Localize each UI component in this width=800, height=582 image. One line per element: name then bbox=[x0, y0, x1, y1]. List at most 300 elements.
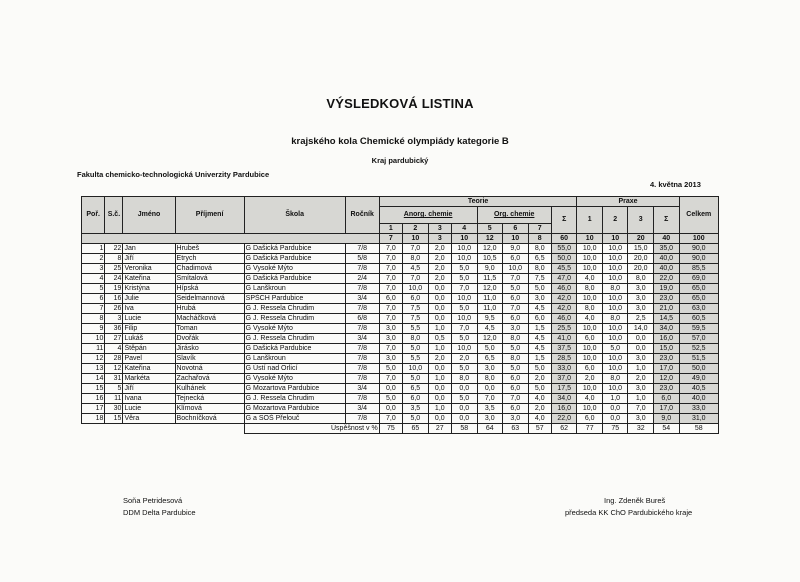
table-cell: 7,0 bbox=[379, 344, 402, 354]
table-cell: 0,0 bbox=[628, 334, 654, 344]
table-cell: 23,0 bbox=[653, 294, 679, 304]
results-table bbox=[81, 196, 719, 434]
table-cell: 27 bbox=[105, 334, 123, 344]
table-cell: 50,0 bbox=[551, 254, 577, 264]
table-cell: 8,0 bbox=[628, 274, 654, 284]
table-cell: 42,0 bbox=[551, 304, 577, 314]
table-cell: 6,5 bbox=[403, 384, 429, 394]
success-cell: 54 bbox=[653, 424, 679, 434]
col-header-por: Poř. bbox=[82, 197, 105, 234]
table-cell: 8,0 bbox=[451, 374, 477, 384]
table-cell: Kristýna bbox=[123, 284, 175, 294]
table-cell: 10,0 bbox=[602, 254, 628, 264]
table-cell: 22,0 bbox=[551, 414, 577, 424]
table-cell: 15,0 bbox=[653, 344, 679, 354]
table-cell: 65,0 bbox=[679, 284, 718, 294]
table-cell: 2,0 bbox=[628, 374, 654, 384]
table-cell: 5,0 bbox=[379, 364, 402, 374]
success-row bbox=[82, 424, 719, 434]
col-header-praxe-sum: Σ bbox=[653, 207, 679, 234]
table-row bbox=[82, 324, 719, 334]
table-cell: 6,0 bbox=[577, 364, 603, 374]
table-cell: Jiří bbox=[123, 254, 175, 264]
table-cell: 6,5 bbox=[528, 254, 551, 264]
table-cell: 10,0 bbox=[602, 384, 628, 394]
table-cell: 3,0 bbox=[628, 294, 654, 304]
table-cell: 3 bbox=[105, 314, 123, 324]
table-cell: G Dašická Pardubice bbox=[244, 244, 345, 254]
table-cell: 11,0 bbox=[477, 304, 503, 314]
table-cell: 7,0 bbox=[451, 284, 477, 294]
table-row bbox=[82, 354, 719, 364]
table-cell: 7,0 bbox=[379, 284, 402, 294]
table-cell: 0,0 bbox=[428, 294, 451, 304]
table-cell: 2,0 bbox=[428, 264, 451, 274]
table-cell: 19 bbox=[105, 284, 123, 294]
table-row bbox=[82, 344, 719, 354]
theory-task-number: 2 bbox=[403, 224, 429, 234]
table-cell: 1,0 bbox=[428, 374, 451, 384]
table-row bbox=[82, 274, 719, 284]
table-cell: Seidelmannová bbox=[175, 294, 244, 304]
table-cell: 3,0 bbox=[628, 384, 654, 394]
table-cell: 23,0 bbox=[653, 384, 679, 394]
table-cell: 1,0 bbox=[428, 404, 451, 414]
table-cell: 90,0 bbox=[679, 244, 718, 254]
success-row-blank bbox=[82, 424, 245, 434]
table-cell: SPŠCH Pardubice bbox=[244, 294, 345, 304]
table-cell: 6,0 bbox=[403, 394, 429, 404]
table-cell: 42,0 bbox=[551, 294, 577, 304]
table-cell: 20,0 bbox=[628, 254, 654, 264]
max-points-cell: 10 bbox=[403, 234, 429, 244]
table-cell: 40,5 bbox=[679, 384, 718, 394]
success-cell: 75 bbox=[602, 424, 628, 434]
table-cell: 63,0 bbox=[679, 304, 718, 314]
table-cell: 7/8 bbox=[345, 244, 379, 254]
table-cell: 31 bbox=[105, 374, 123, 384]
table-row bbox=[82, 374, 719, 384]
table-cell: 25,5 bbox=[551, 324, 577, 334]
table-cell: 2,0 bbox=[451, 354, 477, 364]
table-cell: 24 bbox=[105, 274, 123, 284]
col-header-skola: Škola bbox=[244, 197, 345, 234]
table-cell: 10,0 bbox=[577, 324, 603, 334]
table-cell: 1,0 bbox=[628, 364, 654, 374]
col-header-celkem: Celkem bbox=[679, 197, 718, 234]
table-cell: G Lanškroun bbox=[244, 284, 345, 294]
table-cell: 14 bbox=[82, 374, 105, 384]
table-cell: Kateřina bbox=[123, 274, 175, 284]
table-cell: 10,0 bbox=[577, 294, 603, 304]
table-cell: Hípská bbox=[175, 284, 244, 294]
col-header-teorie: Teorie bbox=[379, 197, 577, 207]
table-cell: 8,0 bbox=[528, 244, 551, 254]
table-cell: 40,0 bbox=[653, 254, 679, 264]
table-cell: 5,0 bbox=[403, 344, 429, 354]
table-cell: Slavík bbox=[175, 354, 244, 364]
success-cell: 58 bbox=[451, 424, 477, 434]
table-cell: Julie bbox=[123, 294, 175, 304]
table-cell: 4,5 bbox=[477, 324, 503, 334]
max-points-cell: 20 bbox=[628, 234, 654, 244]
max-points-cell: 10 bbox=[503, 234, 529, 244]
max-points-cell: 8 bbox=[528, 234, 551, 244]
success-cell: 65 bbox=[403, 424, 429, 434]
table-cell: 3,0 bbox=[503, 414, 529, 424]
table-cell: 51,5 bbox=[679, 354, 718, 364]
table-cell: Kateřina bbox=[123, 364, 175, 374]
table-cell: 12 bbox=[105, 364, 123, 374]
table-cell: 46,0 bbox=[551, 314, 577, 324]
table-cell: 3 bbox=[82, 264, 105, 274]
table-cell: 7/8 bbox=[345, 354, 379, 364]
table-cell: 7/8 bbox=[345, 264, 379, 274]
table-cell: 41,0 bbox=[551, 334, 577, 344]
table-cell: 3/4 bbox=[345, 334, 379, 344]
table-row bbox=[82, 244, 719, 254]
table-cell: 3,0 bbox=[628, 304, 654, 314]
table-cell: 8,0 bbox=[577, 284, 603, 294]
table-cell: 6,5 bbox=[477, 354, 503, 364]
table-cell: 10,0 bbox=[577, 244, 603, 254]
table-cell: Veronika bbox=[123, 264, 175, 274]
table-cell: 10,0 bbox=[602, 304, 628, 314]
theory-task-number: 5 bbox=[477, 224, 503, 234]
table-cell: 3,0 bbox=[628, 414, 654, 424]
table-cell: 8 bbox=[82, 314, 105, 324]
table-cell: 5 bbox=[82, 284, 105, 294]
table-cell: 6,0 bbox=[653, 394, 679, 404]
max-row-spacer bbox=[82, 234, 380, 244]
table-cell: G Dašická Pardubice bbox=[244, 344, 345, 354]
table-cell: G Mozartova Pardubice bbox=[244, 384, 345, 394]
table-cell: 5,0 bbox=[451, 394, 477, 404]
table-cell: 21,0 bbox=[653, 304, 679, 314]
table-cell: 30 bbox=[105, 404, 123, 414]
table-cell: G Vysoké Mýto bbox=[244, 264, 345, 274]
table-cell: 6,0 bbox=[503, 374, 529, 384]
table-cell: 3,0 bbox=[477, 414, 503, 424]
table-cell: 26 bbox=[105, 304, 123, 314]
table-cell: 9,0 bbox=[653, 414, 679, 424]
table-cell: 10,0 bbox=[577, 404, 603, 414]
table-cell: G Vysoké Mýto bbox=[244, 374, 345, 384]
table-cell: 10,0 bbox=[602, 244, 628, 254]
table-cell: 0,0 bbox=[602, 404, 628, 414]
table-cell: 10,0 bbox=[451, 254, 477, 264]
table-cell: 49,0 bbox=[679, 374, 718, 384]
success-cell: 77 bbox=[577, 424, 603, 434]
table-cell: 3,0 bbox=[528, 294, 551, 304]
table-cell: 7,0 bbox=[379, 254, 402, 264]
table-cell: 2,0 bbox=[528, 404, 551, 414]
table-cell: 3,0 bbox=[477, 364, 503, 374]
table-cell: 5,0 bbox=[602, 344, 628, 354]
table-cell: G J. Ressela Chrudim bbox=[244, 304, 345, 314]
table-cell: 45,5 bbox=[551, 264, 577, 274]
table-cell: 2,0 bbox=[528, 374, 551, 384]
table-cell: 2,5 bbox=[628, 314, 654, 324]
table-row bbox=[82, 264, 719, 274]
table-cell: 5,0 bbox=[451, 364, 477, 374]
table-cell: Novotná bbox=[175, 364, 244, 374]
praxe-task-number: 1 bbox=[577, 207, 603, 234]
table-cell: 3/4 bbox=[345, 404, 379, 414]
table-cell: 50,0 bbox=[679, 364, 718, 374]
table-cell: 4,5 bbox=[528, 334, 551, 344]
table-cell: G J. Ressela Chrudim bbox=[244, 314, 345, 324]
table-cell: 10,5 bbox=[477, 254, 503, 264]
table-cell: 3,0 bbox=[503, 324, 529, 334]
theory-task-number: 3 bbox=[428, 224, 451, 234]
table-cell: 7,0 bbox=[379, 314, 402, 324]
table-cell: 7,0 bbox=[477, 394, 503, 404]
table-cell: 10,0 bbox=[602, 324, 628, 334]
table-cell: 6,0 bbox=[503, 254, 529, 264]
table-cell: 0,0 bbox=[379, 384, 402, 394]
table-cell: 5/8 bbox=[345, 254, 379, 264]
col-header-org: Org. chemie bbox=[477, 207, 551, 224]
table-cell: 2,0 bbox=[428, 354, 451, 364]
table-cell: 36 bbox=[105, 324, 123, 334]
table-cell: 7,0 bbox=[503, 274, 529, 284]
table-cell: 7,0 bbox=[379, 414, 402, 424]
table-cell: 0,0 bbox=[428, 414, 451, 424]
date-label: 4. května 2013 bbox=[650, 180, 701, 189]
table-cell: 0,0 bbox=[451, 404, 477, 414]
table-cell: 3,0 bbox=[628, 354, 654, 364]
table-cell: Dvořák bbox=[175, 334, 244, 344]
table-cell: 5,5 bbox=[403, 324, 429, 334]
table-cell: Hrubá bbox=[175, 304, 244, 314]
table-cell: 5,0 bbox=[451, 304, 477, 314]
table-cell: 10,0 bbox=[577, 384, 603, 394]
table-cell: 19,0 bbox=[653, 284, 679, 294]
region-label: Kraj pardubický bbox=[371, 156, 429, 165]
max-points-cell: 7 bbox=[379, 234, 402, 244]
max-points-cell: 12 bbox=[477, 234, 503, 244]
table-cell: G Ústí nad Orlicí bbox=[244, 364, 345, 374]
table-cell: 0,0 bbox=[602, 414, 628, 424]
table-cell: 40,0 bbox=[679, 394, 718, 404]
table-cell: 5,0 bbox=[379, 394, 402, 404]
table-cell: 5,5 bbox=[403, 354, 429, 364]
max-points-cell: 60 bbox=[551, 234, 577, 244]
table-cell: 5,0 bbox=[451, 264, 477, 274]
table-cell: 3,0 bbox=[628, 284, 654, 294]
table-cell: Lukáš bbox=[123, 334, 175, 344]
table-cell: 6,0 bbox=[528, 314, 551, 324]
table-cell: G Dašická Pardubice bbox=[244, 254, 345, 264]
table-cell: 7/8 bbox=[345, 304, 379, 314]
table-cell: 10,0 bbox=[577, 264, 603, 274]
table-cell: Jirásko bbox=[175, 344, 244, 354]
table-cell: 10,0 bbox=[602, 354, 628, 364]
table-cell: 7/8 bbox=[345, 364, 379, 374]
table-cell: 0,0 bbox=[428, 304, 451, 314]
table-cell: Lucie bbox=[123, 314, 175, 324]
table-cell: 10,0 bbox=[451, 294, 477, 304]
table-cell: 7/8 bbox=[345, 284, 379, 294]
table-cell: 4,5 bbox=[403, 264, 429, 274]
table-cell: 0,0 bbox=[451, 414, 477, 424]
table-cell: G Mozartova Pardubice bbox=[244, 404, 345, 414]
table-cell: 4,0 bbox=[577, 274, 603, 284]
table-cell: Markéta bbox=[123, 374, 175, 384]
table-cell: 90,0 bbox=[679, 254, 718, 264]
table-cell: 12,0 bbox=[477, 244, 503, 254]
table-cell: 4 bbox=[82, 274, 105, 284]
table-cell: 37,5 bbox=[551, 344, 577, 354]
table-row bbox=[82, 284, 719, 294]
table-cell: 10,0 bbox=[577, 344, 603, 354]
table-cell: 46,0 bbox=[551, 284, 577, 294]
table-cell: 5,0 bbox=[503, 344, 529, 354]
table-cell: 17 bbox=[82, 404, 105, 414]
table-cell: 10,0 bbox=[577, 254, 603, 264]
table-cell: 34,0 bbox=[653, 324, 679, 334]
table-cell: 2 bbox=[82, 254, 105, 264]
praxe-task-number: 3 bbox=[628, 207, 654, 234]
table-cell: 2,0 bbox=[577, 374, 603, 384]
table-cell: 9,0 bbox=[477, 264, 503, 274]
table-cell: 0,0 bbox=[428, 394, 451, 404]
table-cell: 7,0 bbox=[451, 324, 477, 334]
table-cell: 16,0 bbox=[653, 334, 679, 344]
table-cell: 7,0 bbox=[379, 244, 402, 254]
table-cell: 7/8 bbox=[345, 394, 379, 404]
max-points-cell: 10 bbox=[451, 234, 477, 244]
table-row bbox=[82, 404, 719, 414]
document-title: VÝSLEDKOVÁ LISTINA bbox=[326, 96, 474, 111]
table-cell: G J. Ressela Chrudim bbox=[244, 394, 345, 404]
table-cell: 10,0 bbox=[602, 334, 628, 344]
table-cell: 33,0 bbox=[551, 364, 577, 374]
table-cell: 13 bbox=[82, 364, 105, 374]
table-cell: 7/8 bbox=[345, 344, 379, 354]
theory-task-number: 6 bbox=[503, 224, 529, 234]
table-cell: Štěpán bbox=[123, 344, 175, 354]
table-cell: 20,0 bbox=[628, 264, 654, 274]
table-cell: 18 bbox=[82, 414, 105, 424]
col-header-sc: S.č. bbox=[105, 197, 123, 234]
table-cell: 11 bbox=[105, 394, 123, 404]
col-header-anorg: Anorg. chemie bbox=[379, 207, 477, 224]
table-cell: 60,5 bbox=[679, 314, 718, 324]
table-row bbox=[82, 384, 719, 394]
table-cell: 9,5 bbox=[477, 314, 503, 324]
table-cell: 7,0 bbox=[379, 304, 402, 314]
table-cell: Klímová bbox=[175, 404, 244, 414]
table-cell: 3,5 bbox=[403, 404, 429, 414]
table-cell: 8,0 bbox=[477, 374, 503, 384]
success-label: Úspěšnost v % bbox=[244, 424, 379, 434]
max-points-cell: 3 bbox=[428, 234, 451, 244]
table-cell: 14,0 bbox=[628, 324, 654, 334]
table-cell: 22,0 bbox=[653, 274, 679, 284]
success-cell: 57 bbox=[528, 424, 551, 434]
table-cell: 2,0 bbox=[428, 274, 451, 284]
table-cell: 40,0 bbox=[653, 264, 679, 274]
table-cell: 55,0 bbox=[551, 244, 577, 254]
table-cell: 12,0 bbox=[477, 334, 503, 344]
table-cell: 2,0 bbox=[428, 244, 451, 254]
table-cell: G a SOŠ Přelouč bbox=[244, 414, 345, 424]
table-cell: Toman bbox=[175, 324, 244, 334]
table-cell: 4,0 bbox=[528, 414, 551, 424]
table-cell: Zachařová bbox=[175, 374, 244, 384]
signature-left-name: Soňa Petridesová bbox=[123, 496, 183, 505]
col-header-rocnik: Ročník bbox=[345, 197, 379, 234]
col-header-praxe: Praxe bbox=[577, 197, 679, 207]
table-cell: 16,0 bbox=[551, 404, 577, 414]
table-cell: 3,0 bbox=[379, 334, 402, 344]
table-cell: 14,5 bbox=[653, 314, 679, 324]
table-cell: G Dašická Pardubice bbox=[244, 274, 345, 284]
table-cell: 10,0 bbox=[451, 344, 477, 354]
table-cell: 16 bbox=[82, 394, 105, 404]
praxe-task-number: 2 bbox=[602, 207, 628, 234]
table-cell: 10,0 bbox=[451, 244, 477, 254]
table-row bbox=[82, 334, 719, 344]
table-cell: 7/8 bbox=[345, 374, 379, 384]
table-cell: 5,0 bbox=[503, 284, 529, 294]
table-cell: 10,0 bbox=[602, 294, 628, 304]
table-cell: Jiří bbox=[123, 384, 175, 394]
table-cell: Bochníčková bbox=[175, 414, 244, 424]
table-cell: 31,0 bbox=[679, 414, 718, 424]
table-cell: 5,0 bbox=[477, 344, 503, 354]
table-cell: 10,0 bbox=[602, 264, 628, 274]
table-cell: 1,5 bbox=[528, 354, 551, 364]
table-cell: Iva bbox=[123, 304, 175, 314]
table-cell: 3/4 bbox=[345, 384, 379, 394]
faculty-label: Fakulta chemicko-technologická Univerzity Pardubice bbox=[77, 170, 270, 179]
table-row bbox=[82, 414, 719, 424]
table-cell: 1,0 bbox=[602, 394, 628, 404]
table-cell: 7,0 bbox=[379, 374, 402, 384]
table-cell: 34,0 bbox=[551, 394, 577, 404]
table-row bbox=[82, 304, 719, 314]
table-cell: Kulhánek bbox=[175, 384, 244, 394]
table-cell: 5,0 bbox=[403, 374, 429, 384]
table-cell: 0,0 bbox=[428, 364, 451, 374]
table-cell: 4 bbox=[105, 344, 123, 354]
table-cell: 17,0 bbox=[653, 364, 679, 374]
table-cell: 5,0 bbox=[503, 364, 529, 374]
table-cell: 52,5 bbox=[679, 344, 718, 354]
table-cell: 8,0 bbox=[528, 264, 551, 274]
table-cell: 7/8 bbox=[345, 324, 379, 334]
table-cell: 0,0 bbox=[428, 384, 451, 394]
table-cell: 0,0 bbox=[477, 384, 503, 394]
table-cell: 33,0 bbox=[679, 404, 718, 414]
max-points-cell: 10 bbox=[577, 234, 603, 244]
table-cell: 7/8 bbox=[345, 414, 379, 424]
table-cell: 8 bbox=[105, 254, 123, 264]
table-cell: 23,0 bbox=[653, 354, 679, 364]
table-cell: 10,0 bbox=[602, 364, 628, 374]
document-subtitle: krajského kola Chemické olympiády kategorie B bbox=[291, 136, 509, 147]
table-cell: 10 bbox=[82, 334, 105, 344]
table-cell: 7,0 bbox=[403, 244, 429, 254]
table-cell: Jan bbox=[123, 244, 175, 254]
table-cell: 8,0 bbox=[403, 334, 429, 344]
table-cell: 7,0 bbox=[403, 274, 429, 284]
table-cell: 10,0 bbox=[503, 264, 529, 274]
max-points-row bbox=[82, 234, 719, 244]
